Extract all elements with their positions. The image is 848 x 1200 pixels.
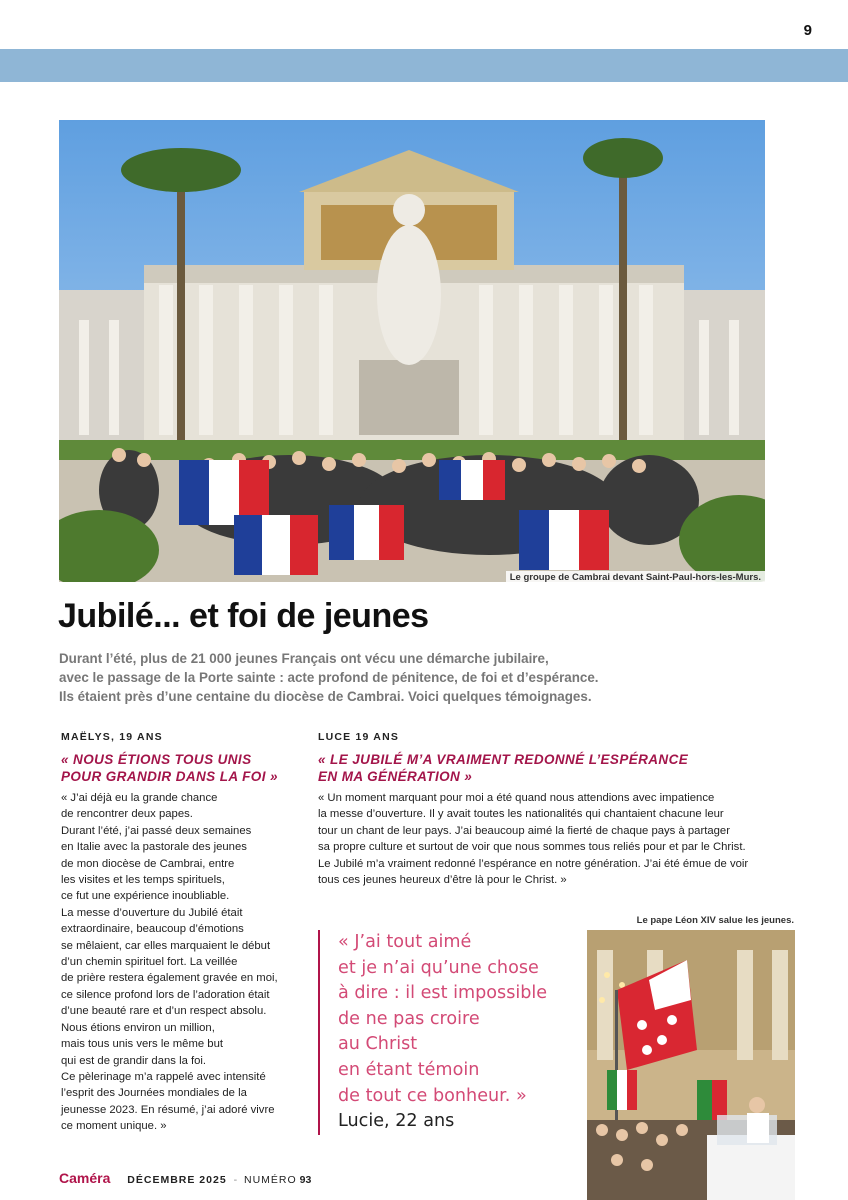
body-line: l’esprit des Journées mondiales de la	[61, 1087, 247, 1100]
footer-separator: -	[233, 1174, 238, 1186]
quote-title-line: « NOUS ÉTIONS TOUS UNIS	[61, 752, 252, 767]
article-lead	[59, 649, 779, 706]
body-line: de mon diocèse de Cambrai, entre	[61, 857, 235, 870]
pull-quote-author: Lucie, 22 ans	[338, 1111, 455, 1132]
body-line: de prière restera également gravée en moi,	[61, 972, 278, 985]
right-quote-title	[318, 751, 688, 785]
left-body	[61, 790, 278, 1135]
lead-line: Ils étaient près d’une centaine du diocèse de Cambrai. Voici quelques témoignages.	[59, 689, 592, 704]
body-line: les visites et les temps spirituels,	[61, 874, 225, 887]
body-line: jeunesse 2023. En résumé, j’ai adoré vivre	[61, 1103, 275, 1116]
body-line: d’un chemin spirituel fort. La veillée	[61, 956, 238, 969]
photo-caption: Le groupe de Cambrai devant Saint-Paul-hors-les-Murs.	[506, 571, 765, 584]
issue-number: 93	[299, 1174, 312, 1186]
right-author: LUCE 19 ANS	[318, 731, 400, 743]
pull-quote	[318, 930, 578, 1135]
body-line: sa propre culture et surtout de voir que nous sommes tous reliés pour et par le Christ.	[318, 841, 746, 854]
body-line: extraordinaire, beaucoup d’émotions	[61, 923, 244, 936]
left-quote-title	[61, 751, 278, 785]
body-line: d’une beauté rare et d’un respect absolu.	[61, 1005, 267, 1018]
main-photo	[59, 120, 765, 582]
article-title: Jubilé... et foi de jeunes	[58, 597, 429, 635]
pull-quote-line: de tout ce bonheur. »	[338, 1085, 527, 1106]
issue-number-label: NUMÉRO	[244, 1174, 297, 1186]
quote-title-line: « LE JUBILÉ M’A VRAIMENT REDONNÉ L’ESPÉRANCE	[318, 752, 689, 767]
page-number: 9	[803, 22, 812, 39]
body-line: se mêlaient, car elles marquaient le début	[61, 939, 271, 952]
pull-quote-line: à dire : il est impossible	[338, 983, 548, 1004]
pull-quote-line: et je n’ai qu’une chose	[338, 957, 539, 978]
body-line: « Un moment marquant pour moi a été quand nous attendions avec impatience	[318, 792, 715, 804]
page-footer	[59, 1170, 311, 1186]
body-line: en Italie avec la pastorale des jeunes	[61, 841, 247, 854]
body-line: Nous étions environ un million,	[61, 1021, 215, 1034]
body-line: Durant l’été, j’ai passé deux semaines	[61, 824, 252, 837]
lead-line: avec le passage de la Porte sainte : acte profond de pénitence, de foi et d’espérance.	[59, 670, 599, 685]
body-line: tour un chant de leur pays. J’ai beaucoup aimé la fierté de chaque pays à partager	[318, 824, 730, 837]
quote-title-line: EN MA GÉNÉRATION »	[318, 769, 473, 784]
body-line: qui est de grandir dans la foi.	[61, 1054, 207, 1067]
magazine-brand: Caméra	[59, 1170, 111, 1186]
body-line: mais tous unis vers le même but	[61, 1038, 223, 1051]
quote-title-line: POUR GRANDIR DANS LA FOI »	[61, 769, 278, 784]
pull-quote-text	[338, 930, 578, 1109]
body-line: La messe d’ouverture du Jubilé était	[61, 906, 243, 919]
right-body	[318, 790, 748, 888]
body-line: de rencontrer deux papes.	[61, 808, 193, 821]
body-line: la messe d’ouverture. Il y avait toutes les nationalités qui chantaient chacune leur	[318, 808, 724, 821]
side-photo	[587, 930, 795, 1200]
body-line: Ce pèlerinage m’a rappelé avec intensité	[61, 1070, 266, 1083]
body-line: ce fut une expérience inoubliable.	[61, 890, 230, 903]
issue-date: DÉCEMBRE 2025	[127, 1174, 227, 1186]
body-line: ce moment unique. »	[61, 1120, 167, 1133]
side-photo-caption: Le pape Léon XIV salue les jeunes.	[636, 915, 794, 926]
pull-quote-line: au Christ	[338, 1034, 418, 1055]
body-line: « J’ai déjà eu la grande chance	[61, 792, 218, 804]
body-line: Le Jubilé m’a vraiment redonné l’espérance en notre génération. J’ai été émue de voir	[318, 857, 749, 870]
body-line: tous ces jeunes heureux d’être là pour le Christ. »	[318, 874, 567, 887]
pull-quote-line: de ne pas croire	[338, 1008, 480, 1029]
left-author: MAËLYS, 19 ANS	[61, 731, 163, 743]
pull-quote-line: « J’ai tout aimé	[338, 932, 472, 952]
body-line: ce silence profond lors de l’adoration était	[61, 988, 270, 1001]
lead-line: Durant l’été, plus de 21 000 jeunes Français ont vécu une démarche jubilaire,	[59, 651, 549, 666]
pull-quote-line: en étant témoin	[338, 1059, 480, 1080]
header-band	[0, 49, 848, 82]
